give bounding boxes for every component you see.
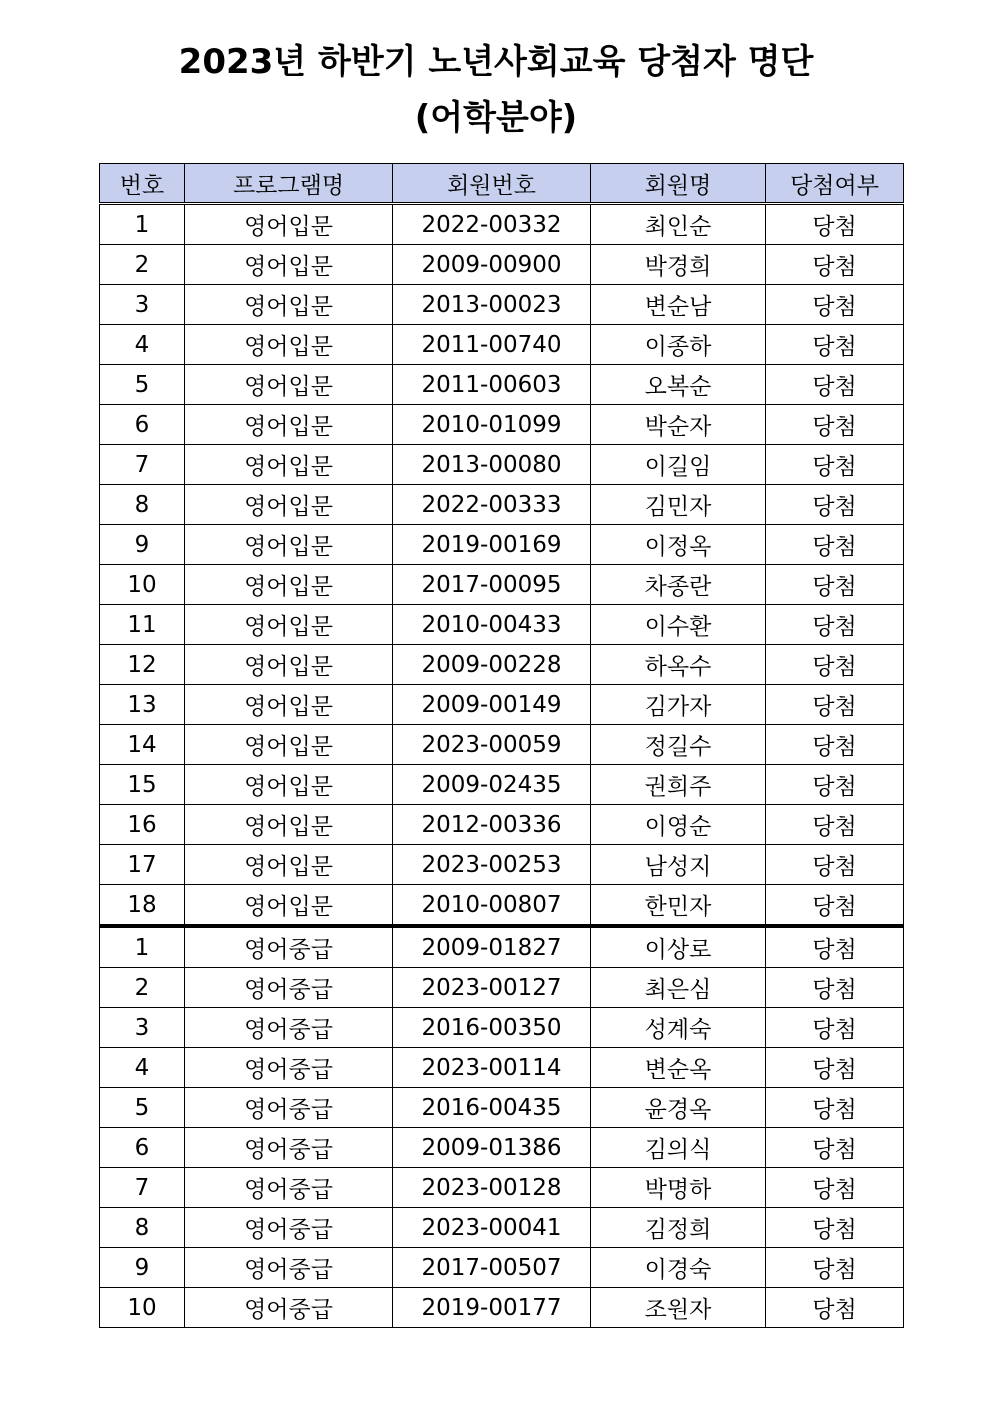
table-row: [100, 525, 904, 565]
cell-member-id: 2022-00332: [393, 204, 591, 245]
cell-program: 영어입문: [185, 285, 393, 325]
table-row: [100, 845, 904, 885]
table-row: [100, 645, 904, 685]
cell-member-name: 김의식: [591, 1128, 766, 1168]
cell-number: 4: [100, 325, 185, 365]
cell-member-id: 2009-01827: [393, 926, 591, 968]
cell-member-name: 이경숙: [591, 1248, 766, 1288]
cell-result: 당첨: [766, 685, 904, 725]
cell-result: 당첨: [766, 805, 904, 845]
cell-result: 당첨: [766, 926, 904, 968]
cell-member-id: 2023-00127: [393, 968, 591, 1008]
cell-result: 당첨: [766, 485, 904, 525]
cell-member-name: 이종하: [591, 325, 766, 365]
cell-number: 6: [100, 405, 185, 445]
cell-number: 1: [100, 926, 185, 968]
table-row: [100, 1208, 904, 1248]
table-row: [100, 765, 904, 805]
cell-member-name: 김정희: [591, 1208, 766, 1248]
cell-result: 당첨: [766, 565, 904, 605]
cell-number: 11: [100, 605, 185, 645]
cell-program: 영어중급: [185, 1208, 393, 1248]
cell-member-name: 박순자: [591, 405, 766, 445]
table-row: [100, 285, 904, 325]
cell-result: 당첨: [766, 325, 904, 365]
cell-member-id: 2016-00435: [393, 1088, 591, 1128]
cell-member-name: 이길임: [591, 445, 766, 485]
cell-number: 5: [100, 365, 185, 405]
cell-member-id: 2009-00900: [393, 245, 591, 285]
cell-program: 영어입문: [185, 885, 393, 927]
cell-member-id: 2017-00507: [393, 1248, 591, 1288]
table-row: [100, 1048, 904, 1088]
cell-member-id: 2023-00253: [393, 845, 591, 885]
cell-result: 당첨: [766, 645, 904, 685]
cell-result: 당첨: [766, 1208, 904, 1248]
cell-program: 영어중급: [185, 968, 393, 1008]
cell-number: 18: [100, 885, 185, 927]
cell-member-id: 2010-00807: [393, 885, 591, 927]
cell-number: 9: [100, 1248, 185, 1288]
cell-result: 당첨: [766, 525, 904, 565]
cell-program: 영어입문: [185, 845, 393, 885]
cell-result: 당첨: [766, 204, 904, 245]
cell-program: 영어중급: [185, 1128, 393, 1168]
cell-member-id: 2009-00149: [393, 685, 591, 725]
cell-program: 영어입문: [185, 245, 393, 285]
cell-member-id: 2023-00128: [393, 1168, 591, 1208]
cell-program: 영어입문: [185, 525, 393, 565]
cell-number: 5: [100, 1088, 185, 1128]
table-row: [100, 405, 904, 445]
cell-member-name: 한민자: [591, 885, 766, 927]
cell-number: 10: [100, 1288, 185, 1328]
cell-member-id: 2009-00228: [393, 645, 591, 685]
table-row: [100, 968, 904, 1008]
cell-member-name: 변순남: [591, 285, 766, 325]
cell-member-id: 2023-00059: [393, 725, 591, 765]
cell-member-id: 2009-01386: [393, 1128, 591, 1168]
cell-result: 당첨: [766, 765, 904, 805]
cell-member-name: 정길수: [591, 725, 766, 765]
cell-number: 7: [100, 445, 185, 485]
cell-member-name: 이영순: [591, 805, 766, 845]
cell-member-id: 2011-00740: [393, 325, 591, 365]
cell-program: 영어입문: [185, 204, 393, 245]
cell-result: 당첨: [766, 1088, 904, 1128]
cell-member-name: 하옥수: [591, 645, 766, 685]
winners-table: [99, 163, 904, 1328]
table-row: [100, 365, 904, 405]
cell-number: 10: [100, 565, 185, 605]
cell-result: 당첨: [766, 405, 904, 445]
header-program: 프로그램명: [185, 164, 393, 204]
cell-member-id: 2019-00177: [393, 1288, 591, 1328]
cell-member-name: 이수환: [591, 605, 766, 645]
cell-program: 영어중급: [185, 1248, 393, 1288]
cell-result: 당첨: [766, 1248, 904, 1288]
header-number: 번호: [100, 164, 185, 204]
cell-program: 영어입문: [185, 805, 393, 845]
cell-number: 4: [100, 1048, 185, 1088]
cell-member-id: 2013-00023: [393, 285, 591, 325]
cell-program: 영어입문: [185, 565, 393, 605]
cell-member-id: 2022-00333: [393, 485, 591, 525]
cell-number: 16: [100, 805, 185, 845]
cell-member-id: 2019-00169: [393, 525, 591, 565]
cell-program: 영어입문: [185, 325, 393, 365]
cell-member-name: 김가자: [591, 685, 766, 725]
cell-number: 2: [100, 968, 185, 1008]
cell-number: 8: [100, 485, 185, 525]
cell-result: 당첨: [766, 885, 904, 927]
header-member-id: 회원번호: [393, 164, 591, 204]
table-row: [100, 445, 904, 485]
cell-member-id: 2009-02435: [393, 765, 591, 805]
table-body: [100, 204, 904, 1328]
cell-result: 당첨: [766, 845, 904, 885]
cell-result: 당첨: [766, 1008, 904, 1048]
cell-member-id: 2017-00095: [393, 565, 591, 605]
cell-program: 영어중급: [185, 1008, 393, 1048]
cell-program: 영어입문: [185, 685, 393, 725]
cell-program: 영어중급: [185, 1288, 393, 1328]
table-row: [100, 245, 904, 285]
header-member-name: 회원명: [591, 164, 766, 204]
document-subtitle: (어학분야): [414, 98, 578, 138]
table-row: [100, 1008, 904, 1048]
cell-member-name: 이상로: [591, 926, 766, 968]
cell-result: 당첨: [766, 1048, 904, 1088]
table-row: [100, 926, 904, 968]
table-row: [100, 325, 904, 365]
cell-program: 영어중급: [185, 1048, 393, 1088]
table-row: [100, 1248, 904, 1288]
cell-number: 7: [100, 1168, 185, 1208]
cell-member-name: 박경희: [591, 245, 766, 285]
cell-result: 당첨: [766, 1288, 904, 1328]
cell-result: 당첨: [766, 365, 904, 405]
cell-number: 2: [100, 245, 185, 285]
table-row: [100, 605, 904, 645]
cell-number: 8: [100, 1208, 185, 1248]
cell-member-name: 성계숙: [591, 1008, 766, 1048]
document-title: 2023년 하반기 노년사회교육 당첨자 명단: [178, 42, 814, 82]
cell-member-name: 변순옥: [591, 1048, 766, 1088]
table-row: [100, 1288, 904, 1328]
cell-result: 당첨: [766, 1128, 904, 1168]
cell-program: 영어입문: [185, 605, 393, 645]
cell-number: 12: [100, 645, 185, 685]
cell-number: 14: [100, 725, 185, 765]
table-row: [100, 685, 904, 725]
cell-program: 영어입문: [185, 725, 393, 765]
table-header-row: [100, 164, 904, 204]
cell-number: 6: [100, 1128, 185, 1168]
cell-member-name: 이정옥: [591, 525, 766, 565]
cell-program: 영어중급: [185, 1168, 393, 1208]
cell-result: 당첨: [766, 445, 904, 485]
cell-member-name: 김민자: [591, 485, 766, 525]
header-result: 당첨여부: [766, 164, 904, 204]
cell-program: 영어입문: [185, 445, 393, 485]
cell-result: 당첨: [766, 968, 904, 1008]
cell-member-name: 최은심: [591, 968, 766, 1008]
cell-program: 영어입문: [185, 485, 393, 525]
cell-member-id: 2016-00350: [393, 1008, 591, 1048]
cell-program: 영어입문: [185, 765, 393, 805]
table-row: [100, 565, 904, 605]
cell-member-name: 최인순: [591, 204, 766, 245]
table-row: [100, 485, 904, 525]
cell-number: 9: [100, 525, 185, 565]
cell-number: 13: [100, 685, 185, 725]
cell-number: 15: [100, 765, 185, 805]
cell-program: 영어중급: [185, 1088, 393, 1128]
cell-member-id: 2012-00336: [393, 805, 591, 845]
table-row: [100, 1168, 904, 1208]
cell-number: 3: [100, 285, 185, 325]
cell-number: 17: [100, 845, 185, 885]
cell-result: 당첨: [766, 245, 904, 285]
table-row: [100, 885, 904, 927]
cell-member-name: 조원자: [591, 1288, 766, 1328]
cell-result: 당첨: [766, 1168, 904, 1208]
cell-member-id: 2023-00114: [393, 1048, 591, 1088]
cell-member-id: 2023-00041: [393, 1208, 591, 1248]
cell-member-name: 윤경옥: [591, 1088, 766, 1128]
cell-member-name: 박명하: [591, 1168, 766, 1208]
table-row: [100, 204, 904, 245]
cell-number: 1: [100, 204, 185, 245]
cell-program: 영어입문: [185, 405, 393, 445]
cell-member-name: 차종란: [591, 565, 766, 605]
cell-member-id: 2010-01099: [393, 405, 591, 445]
cell-result: 당첨: [766, 605, 904, 645]
cell-member-id: 2013-00080: [393, 445, 591, 485]
cell-result: 당첨: [766, 285, 904, 325]
cell-member-id: 2011-00603: [393, 365, 591, 405]
cell-member-name: 남성지: [591, 845, 766, 885]
cell-member-name: 오복순: [591, 365, 766, 405]
cell-number: 3: [100, 1008, 185, 1048]
cell-program: 영어입문: [185, 645, 393, 685]
table-row: [100, 1128, 904, 1168]
table-row: [100, 805, 904, 845]
cell-member-name: 권희주: [591, 765, 766, 805]
table-row: [100, 1088, 904, 1128]
cell-result: 당첨: [766, 725, 904, 765]
cell-member-id: 2010-00433: [393, 605, 591, 645]
cell-program: 영어중급: [185, 926, 393, 968]
table-row: [100, 725, 904, 765]
cell-program: 영어입문: [185, 365, 393, 405]
